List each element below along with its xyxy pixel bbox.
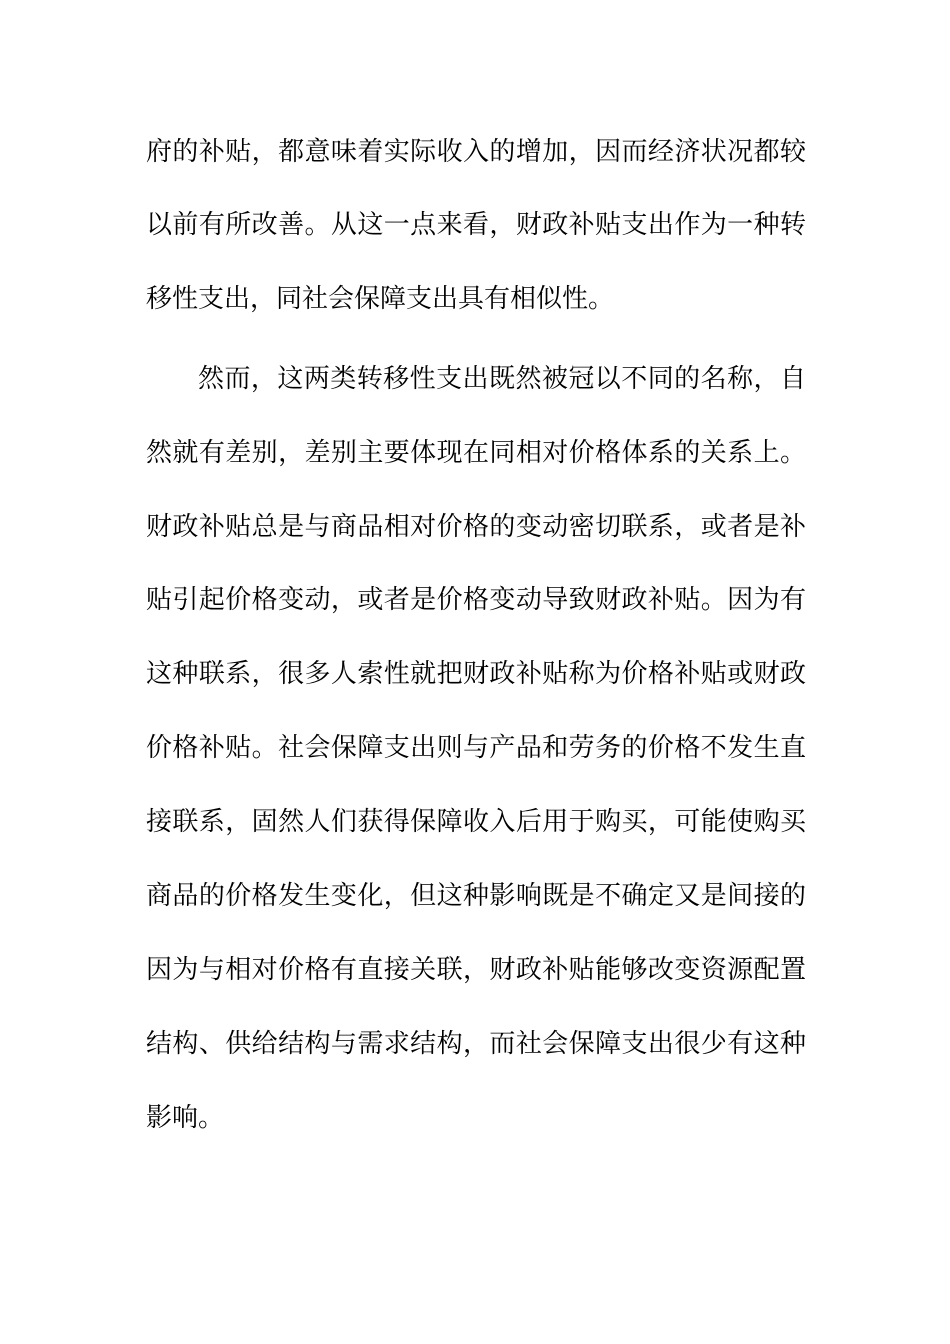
text-line-13: 结构、供给结构与需求结构，而社会保障支出很少有这种: [146, 1029, 806, 1059]
text-line-11: 商品的价格发生变化，但这种影响既是不确定又是间接的: [146, 881, 806, 911]
text-line-12: 因为与相对价格有直接关联，财政补贴能够改变资源配置: [146, 955, 806, 985]
text-line-1: 府的补贴，都意味着实际收入的增加，因而经济状况都较: [146, 137, 806, 167]
text-line-2: 以前有所改善。从这一点来看，财政补贴支出作为一种转: [146, 210, 806, 240]
text-line-4: 然而，这两类转移性支出既然被冠以不同的名称，自: [198, 364, 806, 394]
text-line-14: 影响。: [146, 1103, 225, 1133]
text-line-3: 移性支出，同社会保障支出具有相似性。: [146, 284, 615, 314]
text-line-6: 财政补贴总是与商品相对价格的变动密切联系，或者是补: [146, 512, 806, 542]
text-line-5: 然就有差别，差别主要体现在同相对价格体系的关系上。: [146, 438, 806, 468]
text-line-10: 接联系，固然人们获得保障收入后用于购买，可能使购买: [146, 807, 806, 837]
text-line-7: 贴引起价格变动，或者是价格变动导致财政补贴。因为有: [146, 585, 806, 615]
text-line-9: 价格补贴。社会保障支出则与产品和劳务的价格不发生直: [146, 733, 806, 763]
text-line-8: 这种联系，很多人索性就把财政补贴称为价格补贴或财政: [146, 659, 806, 689]
